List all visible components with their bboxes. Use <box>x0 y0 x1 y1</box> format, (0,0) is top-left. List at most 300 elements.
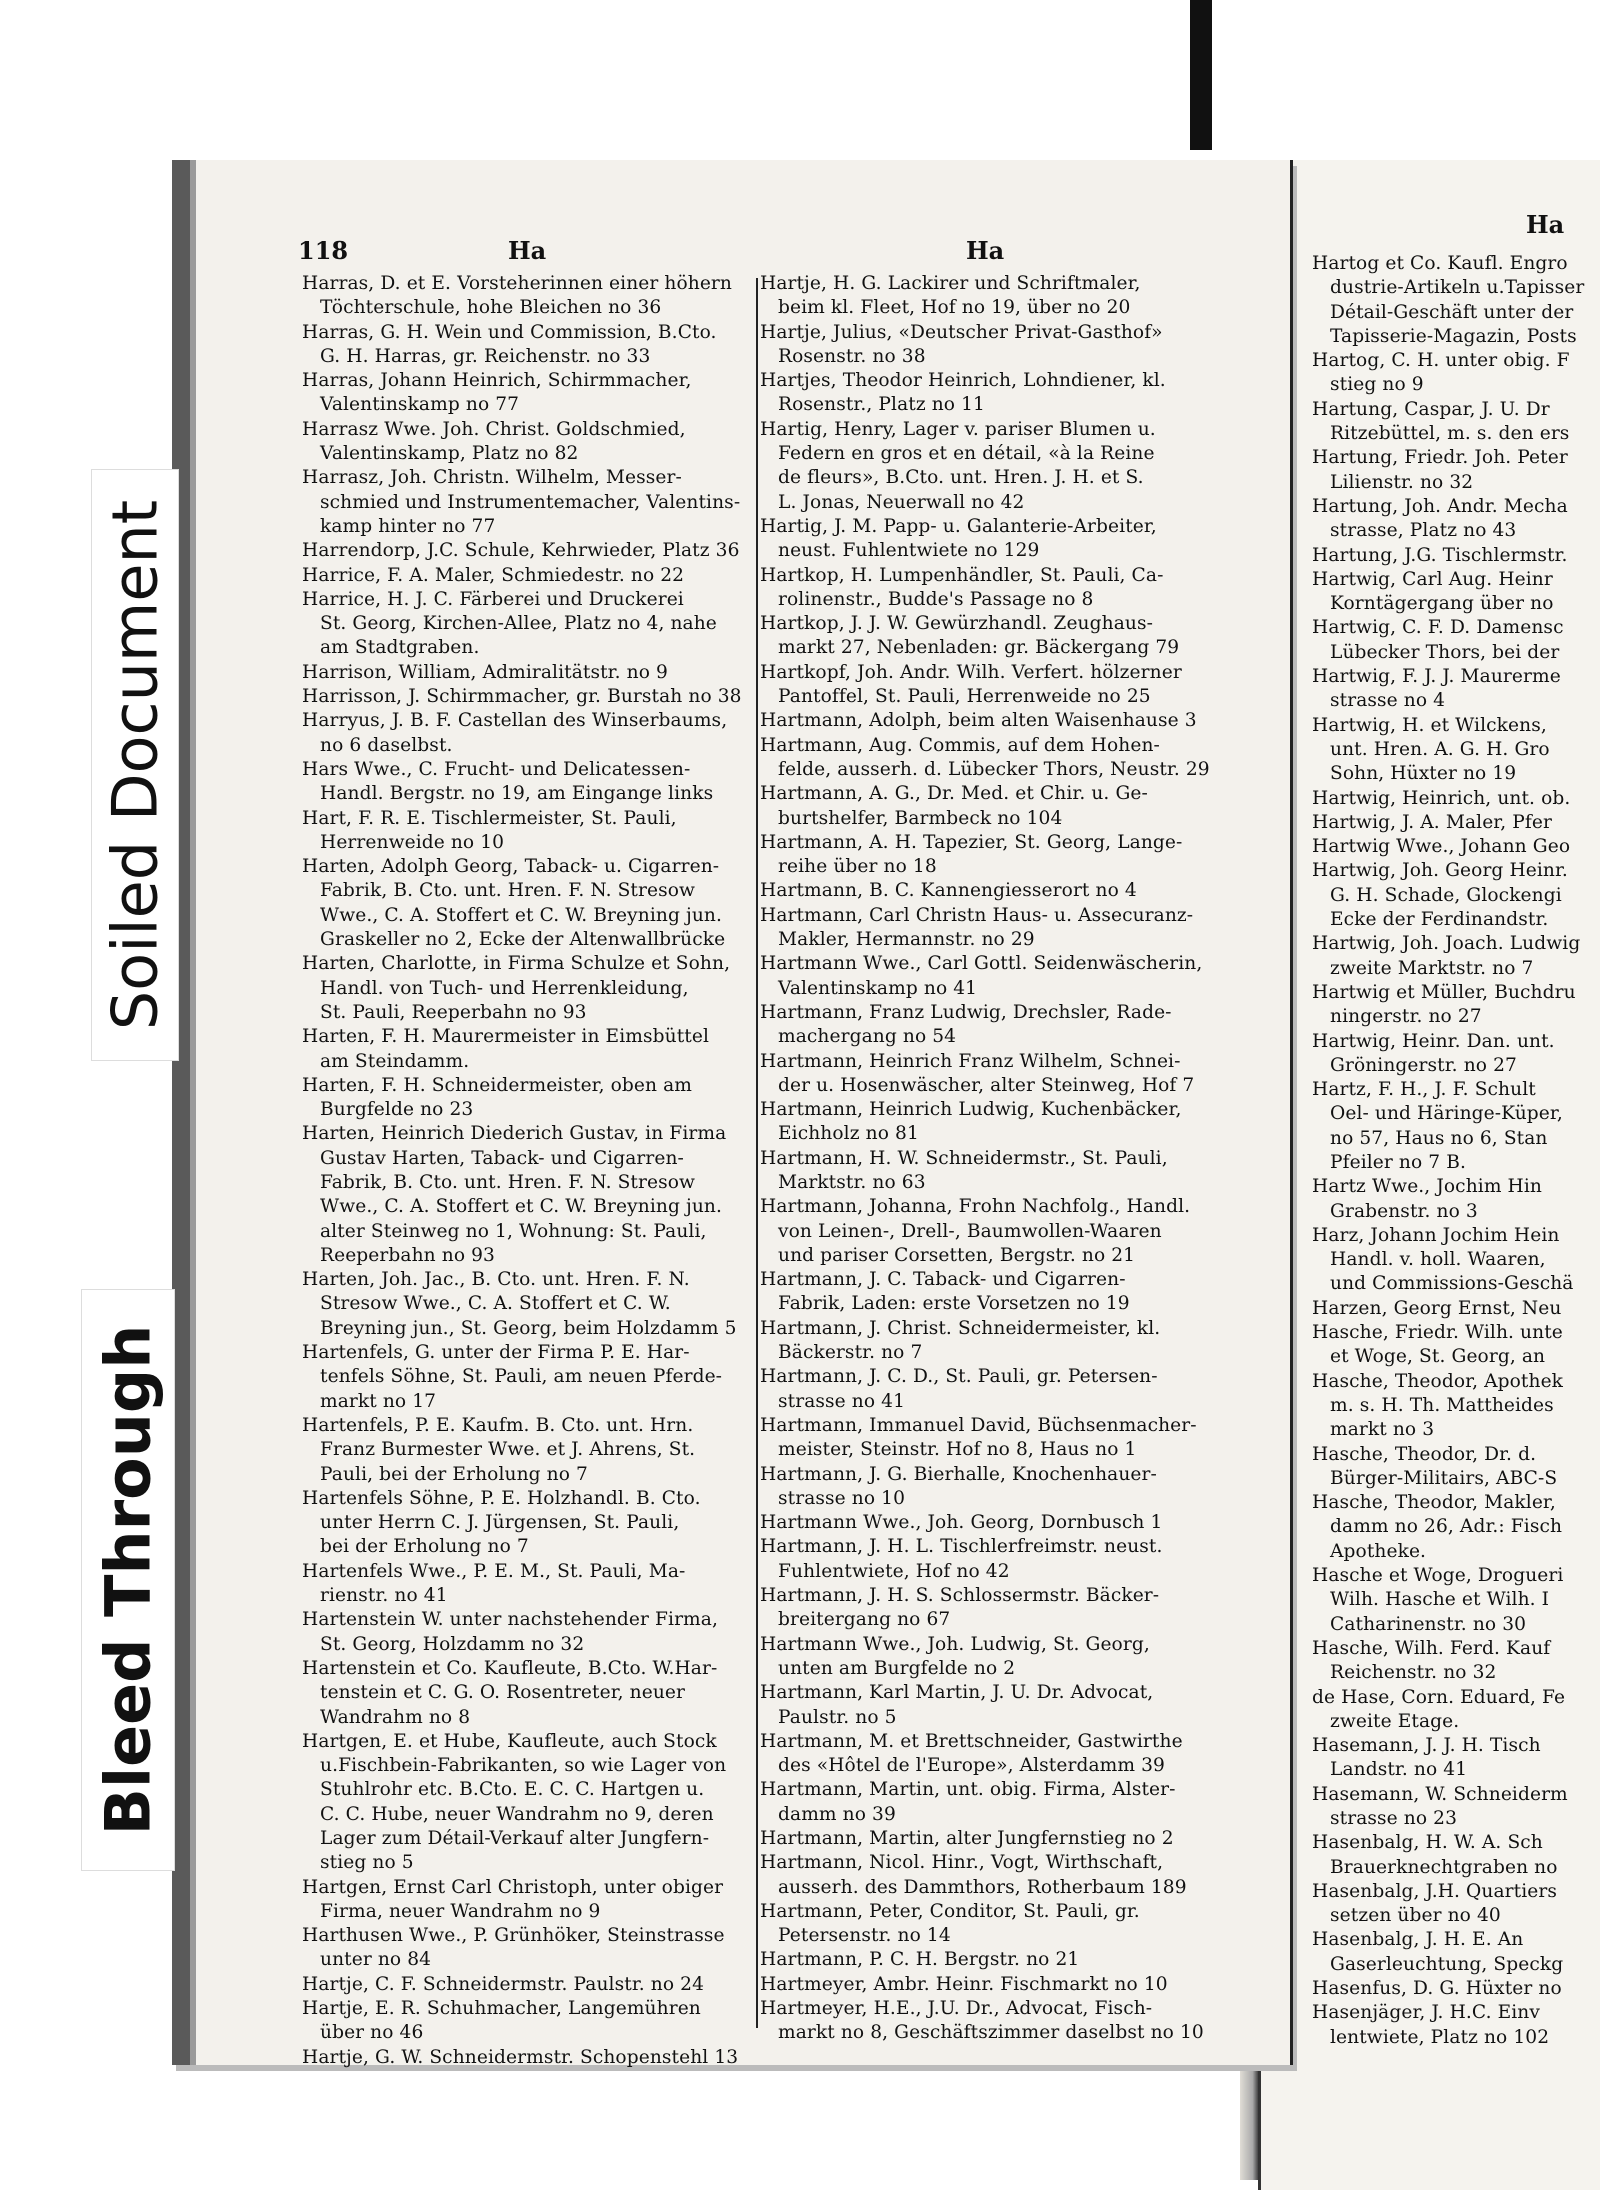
entry-line: Hartmann, Johanna, Frohn Nachfolg., Handl. <box>760 1196 1191 1218</box>
directory-entry <box>1312 835 1600 859</box>
entry-line: Harz, Johann Jochim Hein <box>1312 1224 1560 1246</box>
entry-line: Hasche, Theodor, Makler, <box>1312 1492 1556 1514</box>
entry-line: de fleurs», B.Cto. unt. Hren. J. H. et S. <box>778 467 1144 489</box>
entry-line: Hasenbalg, J. H. E. An <box>1312 1929 1524 1951</box>
entry-line: Burgfelde no 23 <box>320 1099 474 1121</box>
entry-line: Brauerknechtgraben no <box>1330 1856 1558 1878</box>
entry-line: Hartkopf, Joh. Andr. Wilh. Verfert. hölzerner <box>760 661 1182 683</box>
entry-line: Bürger-Militairs, ABC-S <box>1330 1467 1558 1489</box>
directory-column-middle <box>760 272 1218 2046</box>
entry-line: des «Hôtel de l'Europe», Alsterdamm 39 <box>778 1755 1165 1777</box>
entry-line: und pariser Corsetten, Bergstr. no 21 <box>778 1244 1136 1266</box>
entry-line: Hasche, Theodor, Apothek <box>1312 1370 1564 1392</box>
directory-entry <box>302 758 754 807</box>
directory-entry <box>760 734 1218 783</box>
entry-line: strasse no 4 <box>1330 690 1446 712</box>
directory-entry <box>302 709 754 758</box>
entry-line: Fuhlentwiete, Hof no 42 <box>778 1560 1010 1582</box>
entry-line: von Leinen-, Drell-, Baumwollen-Waaren <box>778 1220 1162 1242</box>
entry-line: Hartenfels, P. E. Kaufm. B. Cto. unt. Hrn. <box>302 1414 694 1436</box>
directory-entry <box>760 1001 1218 1050</box>
directory-entry <box>760 369 1218 418</box>
entry-line: Harten, Charlotte, in Firma Schulze et Sohn, <box>302 953 731 975</box>
directory-entry <box>760 1681 1218 1730</box>
directory-entry <box>1312 859 1600 932</box>
entry-line: Harryus, J. B. F. Castellan des Winserbaums, <box>302 710 728 732</box>
entry-line: Hartmann, Heinrich Franz Wilhelm, Schnei- <box>760 1050 1181 1072</box>
entry-line: Korntägergang über no <box>1330 593 1554 615</box>
entry-line: breitergang no 67 <box>778 1609 951 1631</box>
directory-entry <box>1312 398 1600 447</box>
directory-entry <box>1312 714 1600 787</box>
entry-line: Stuhlrohr etc. B.Cto. E. C. C. Hartgen u. <box>320 1779 705 1801</box>
entry-line: Hartmann, J. Christ. Schneidermeister, kl. <box>760 1317 1161 1339</box>
directory-entry <box>1312 495 1600 544</box>
entry-line: Hartwig, J. A. Maler, Pfer <box>1312 811 1552 833</box>
entry-line: Lilienstr. no 32 <box>1330 471 1474 493</box>
entry-line: Eichholz no 81 <box>778 1123 919 1145</box>
entry-line: stieg no 9 <box>1330 374 1424 396</box>
entry-line: Hartwig, Heinrich, unt. ob. <box>1312 787 1571 809</box>
entry-line: Gröningerstr. no 27 <box>1330 1054 1517 1076</box>
entry-line: Hartz, F. H., J. F. Schult <box>1312 1079 1536 1101</box>
entry-line: Hartmann, B. C. Kannengiesserort no 4 <box>760 880 1137 902</box>
entry-line: rolinenstr., Budde's Passage no 8 <box>778 588 1094 610</box>
entry-line: Hartmann, J. H. S. Schlossermstr. Bäcker- <box>760 1585 1160 1607</box>
entry-line: Lübecker Thors, bei der <box>1330 641 1560 663</box>
entry-line: tenfels Söhne, St. Pauli, am neuen Pferde- <box>320 1366 723 1388</box>
entry-line: Hartmann, Martin, unt. obig. Firma, Alster- <box>760 1779 1176 1801</box>
entry-line: Harrison, William, Admiralitätstr. no 9 <box>302 661 668 683</box>
entry-line: neust. Fuhlentwiete no 129 <box>778 540 1040 562</box>
entry-line: Hartje, H. G. Lackirer und Schriftmaler, <box>760 273 1141 294</box>
entry-line: Hartjes, Theodor Heinrich, Lohndiener, kl. <box>760 370 1166 392</box>
directory-entry <box>760 515 1218 564</box>
directory-entry <box>1312 1564 1600 1637</box>
entry-line: am Steindamm. <box>320 1050 470 1072</box>
directory-entry <box>1312 1491 1600 1564</box>
directory-entry <box>302 1730 754 1876</box>
entry-line: Harzen, Georg Ernst, Neu <box>1312 1297 1562 1319</box>
directory-entry <box>1312 1880 1600 1929</box>
directory-entry <box>760 1317 1218 1366</box>
entry-line: Hartung, Joh. Andr. Mecha <box>1312 495 1568 517</box>
entry-line: Hartz Wwe., Jochim Hin <box>1312 1176 1542 1198</box>
directory-entry <box>760 709 1218 733</box>
entry-line: Wwe., C. A. Stoffert et C. W. Breyning jun. <box>320 1196 722 1218</box>
entry-line: G. H. Schade, Glockengi <box>1330 884 1562 906</box>
entry-line: Harten, F. H. Schneidermeister, oben am <box>302 1074 693 1096</box>
entry-line: Hasche, Friedr. Wilh. unte <box>1312 1322 1563 1344</box>
entry-line: Harrasz, Joh. Christn. Wilhelm, Messer- <box>302 467 682 489</box>
right-page-heading: Ha <box>1526 210 1565 239</box>
directory-entry <box>302 1074 754 1123</box>
entry-line: Gustav Harten, Taback- und Cigarren- <box>320 1147 684 1169</box>
entry-line: felde, ausserh. d. Lübecker Thors, Neustr. 29 <box>778 758 1210 780</box>
entry-line: St. Pauli, Reeperbahn no 93 <box>320 1001 587 1023</box>
entry-line: strasse no 10 <box>778 1487 906 1509</box>
entry-line: Landstr. no 41 <box>1330 1759 1468 1781</box>
entry-line: Hartmann, Heinrich Ludwig, Kuchenbäcker, <box>760 1099 1182 1121</box>
entry-line: Hartmann, A. G., Dr. Med. et Chir. u. Ge- <box>760 783 1148 805</box>
directory-entry <box>760 1900 1218 1949</box>
entry-line: Grabenstr. no 3 <box>1330 1200 1478 1222</box>
page-number: 118 <box>298 236 349 265</box>
entry-line: Hasche, Wilh. Ferd. Kauf <box>1312 1637 1551 1659</box>
directory-entry <box>760 1511 1218 1535</box>
entry-line: St. Georg, Kirchen-Allee, Platz no 4, nahe <box>320 613 717 635</box>
entry-line: Fabrik, B. Cto. unt. Hren. F. N. Stresow <box>320 880 696 902</box>
directory-entry <box>302 369 754 418</box>
directory-entry <box>1312 665 1600 714</box>
entry-line: Pantoffel, St. Pauli, Herrenweide no 25 <box>778 686 1151 708</box>
directory-entry <box>760 1973 1218 1997</box>
entry-line: Hartwig et Müller, Buchdru <box>1312 981 1576 1003</box>
directory-entry <box>760 1195 1218 1268</box>
entry-line: Harrasz Wwe. Joh. Christ. Goldschmied, <box>302 418 686 440</box>
directory-entry <box>760 1827 1218 1851</box>
directory-entry <box>760 321 1218 370</box>
entry-line: Hartkop, H. Lumpenhändler, St. Pauli, Ca- <box>760 564 1164 586</box>
entry-line: damm no 26, Adr.: Fisch <box>1330 1516 1563 1538</box>
entry-line: Wilh. Hasche et Wilh. I <box>1330 1589 1550 1611</box>
binding-mark <box>1190 0 1212 150</box>
entry-line: markt no 17 <box>320 1390 437 1412</box>
directory-entry <box>760 1584 1218 1633</box>
directory-entry <box>302 466 754 539</box>
entry-line: Hartig, J. M. Papp- u. Galanterie-Arbeiter, <box>760 515 1157 537</box>
entry-line: Hartje, Julius, «Deutscher Privat-Gasthof» <box>760 321 1163 343</box>
entry-line: über no 46 <box>320 2022 424 2044</box>
entry-line: Rosenstr., Platz no 11 <box>778 394 985 416</box>
directory-entry <box>760 1414 1218 1463</box>
entry-line: Hartwig, C. F. D. Damensc <box>1312 617 1564 639</box>
entry-line: Harten, F. H. Maurermeister in Eimsbüttel <box>302 1026 709 1048</box>
entry-line: C. C. Hube, neuer Wandrahm no 9, deren <box>320 1803 714 1825</box>
entry-line: ningerstr. no 27 <box>1330 1006 1482 1028</box>
entry-line: Fabrik, Laden: erste Vorsetzen no 19 <box>778 1293 1130 1315</box>
entry-line: de Hase, Corn. Eduard, Fe <box>1312 1686 1566 1708</box>
entry-line: Hartmann, Immanuel David, Büchsenmacher- <box>760 1414 1197 1436</box>
entry-line: Hartung, J.G. Tischlermstr. <box>1312 544 1568 566</box>
directory-entry <box>760 1268 1218 1317</box>
entry-line: Hartig, Henry, Lager v. pariser Blumen u. <box>760 418 1156 440</box>
directory-entry <box>302 1997 754 2046</box>
entry-line: Harrisson, J. Schirmmacher, gr. Burstah no 38 <box>302 686 742 708</box>
entry-line: damm no 39 <box>778 1803 896 1825</box>
entry-line: Fabrik, B. Cto. unt. Hren. F. N. Stresow <box>320 1171 696 1193</box>
directory-entry <box>760 564 1218 613</box>
entry-line: Hartwig Wwe., Johann Geo <box>1312 836 1571 858</box>
entry-line: G. H. Harras, gr. Reichenstr. no 33 <box>320 345 651 367</box>
entry-line: Hasenjäger, J. H.C. Einv <box>1312 2002 1540 2024</box>
entry-line: Hars Wwe., C. Frucht- und Delicatessen- <box>302 758 691 780</box>
entry-line: Hartmeyer, Ambr. Heinr. Fischmarkt no 10 <box>760 1973 1168 1995</box>
entry-line: Hartmann Wwe., Joh. Georg, Dornbusch 1 <box>760 1512 1163 1534</box>
entry-line: markt no 3 <box>1330 1419 1435 1441</box>
directory-entry <box>760 272 1218 321</box>
entry-line: Petersenstr. no 14 <box>778 1925 951 1947</box>
entry-line: Stresow Wwe., C. A. Stoffert et C. W. <box>320 1293 671 1315</box>
entry-line: Hartmann Wwe., Carl Gottl. Seidenwäscherin, <box>760 953 1203 975</box>
entry-line: Hartmann, Franz Ludwig, Drechsler, Rade- <box>760 1001 1172 1023</box>
entry-line: Hartmann, H. W. Schneidermstr., St. Pauli, <box>760 1147 1168 1169</box>
directory-entry <box>760 952 1218 1001</box>
entry-line: Détail-Geschäft unter der <box>1330 301 1574 323</box>
entry-line: Hartje, C. F. Schneidermstr. Paulstr. no 24 <box>302 1973 705 1995</box>
left-column-heading: Ha <box>508 236 547 265</box>
entry-line: no 6 daselbst. <box>320 734 453 756</box>
entry-line: Tapisserie-Magazin, Posts <box>1330 325 1577 347</box>
directory-entry <box>302 588 754 661</box>
entry-line: Hartog et Co. Kaufl. Engro <box>1312 253 1568 274</box>
directory-entry <box>302 418 754 467</box>
entry-line: Hartmann, Nicol. Hinr., Vogt, Wirthschaft, <box>760 1852 1164 1874</box>
directory-entry <box>760 612 1218 661</box>
directory-entry <box>1312 1443 1600 1492</box>
entry-line: lentwiete, Platz no 102 <box>1330 2026 1550 2048</box>
directory-entry <box>1312 1637 1600 1686</box>
directory-entry <box>760 1365 1218 1414</box>
entry-line: Hasenbalg, H. W. A. Sch <box>1312 1832 1543 1854</box>
entry-line: strasse no 41 <box>778 1390 906 1412</box>
directory-entry <box>302 272 754 321</box>
entry-line: ausserh. des Dammthors, Rotherbaum 189 <box>778 1876 1187 1898</box>
entry-line: u.Fischbein-Fabrikanten, so wie Lager von <box>320 1755 727 1777</box>
entry-line: stieg no 5 <box>320 1852 414 1874</box>
directory-entry <box>1312 1370 1600 1443</box>
directory-entry <box>1312 568 1600 617</box>
entry-line: Töchterschule, hohe Bleichen no 36 <box>320 297 662 319</box>
entry-line: zweite Etage. <box>1330 1710 1460 1732</box>
entry-line: unt. Hren. A. G. H. Gro <box>1330 738 1550 760</box>
entry-line: Gaserleuchtung, Speckg <box>1330 1953 1564 1975</box>
entry-line: Hartenstein W. unter nachstehender Firma, <box>302 1609 718 1631</box>
entry-line: Hasenbalg, J.H. Quartiers <box>1312 1880 1557 1902</box>
entry-line: unten am Burgfelde no 2 <box>778 1657 1016 1679</box>
directory-entry <box>760 1851 1218 1900</box>
entry-line: Ecke der Ferdinandstr. <box>1330 909 1549 931</box>
directory-entry <box>302 1414 754 1487</box>
directory-entry <box>760 879 1218 903</box>
entry-line: beim kl. Fleet, Hof no 19, über no 20 <box>778 297 1131 319</box>
directory-entry <box>760 1778 1218 1827</box>
entry-line: rienstr. no 41 <box>320 1585 448 1607</box>
directory-entry <box>760 904 1218 953</box>
entry-line: setzen über no 40 <box>1330 1905 1501 1927</box>
entry-line: am Stadtgraben. <box>320 637 480 659</box>
entry-line: Hartmann, P. C. H. Bergstr. no 21 <box>760 1949 1080 1971</box>
entry-line: Hartwig, F. J. J. Maurerme <box>1312 666 1561 688</box>
directory-entry <box>760 661 1218 710</box>
directory-entry <box>1312 252 1600 349</box>
entry-line: Hasche, Theodor, Dr. d. <box>1312 1443 1537 1465</box>
entry-line: Hartog, C. H. unter obig. F <box>1312 350 1570 372</box>
entry-line: Hartenfels Söhne, P. E. Holzhandl. B. Cto. <box>302 1487 701 1509</box>
entry-line: Hartmann, J. C. D., St. Pauli, gr. Petersen- <box>760 1366 1158 1388</box>
entry-line: Federn en gros et en détail, «à la Reine <box>778 443 1155 465</box>
entry-line: Oel- und Häringe-Küper, <box>1330 1103 1563 1125</box>
directory-entry <box>302 1924 754 1973</box>
bleed-through-text: Bleed Through <box>91 1324 165 1836</box>
entry-line: Hartung, Friedr. Joh. Peter <box>1312 447 1568 469</box>
directory-entry <box>302 1341 754 1414</box>
directory-entry <box>1312 1175 1600 1224</box>
entry-line: dustrie-Artikeln u.Tapisser <box>1330 277 1585 299</box>
entry-line: Sohn, Hüxter no 19 <box>1330 763 1517 785</box>
entry-line: Harrice, F. A. Maler, Schmiedestr. no 22 <box>302 564 685 586</box>
entry-line: Pfeiler no 7 B. <box>1330 1151 1466 1173</box>
directory-entry <box>302 952 754 1025</box>
directory-entry <box>760 1948 1218 1972</box>
entry-line: zweite Marktstr. no 7 <box>1330 957 1534 979</box>
directory-entry <box>760 782 1218 831</box>
directory-entry <box>302 321 754 370</box>
entry-line: Ritzebüttel, m. s. den ers <box>1330 423 1570 445</box>
entry-line: Makler, Hermannstr. no 29 <box>778 929 1035 951</box>
entry-line: Hasemann, J. J. H. Tisch <box>1312 1735 1541 1757</box>
entry-line: Hartmann Wwe., Joh. Ludwig, St. Georg, <box>760 1633 1150 1655</box>
entry-line: Hartmann, A. H. Tapezier, St. Georg, Lange- <box>760 831 1183 853</box>
entry-line: Hartkop, J. J. W. Gewürzhandl. Zeughaus- <box>760 613 1153 635</box>
directory-entry <box>1312 1928 1600 1977</box>
directory-entry <box>1312 1078 1600 1175</box>
entry-line: Reichenstr. no 32 <box>1330 1662 1497 1684</box>
entry-line: Wwe., C. A. Stoffert et C. W. Breyning jun. <box>320 904 722 926</box>
entry-line: Hartmann, Martin, alter Jungfernstieg no 2 <box>760 1828 1174 1849</box>
entry-line: Hartmann, Carl Christn Haus- u. Assecuranz- <box>760 904 1194 926</box>
directory-entry <box>760 1147 1218 1196</box>
entry-line: der u. Hosenwäscher, alter Steinweg, Hof 7 <box>778 1074 1195 1096</box>
soiled-document-label <box>92 470 178 1060</box>
entry-line: Marktstr. no 63 <box>778 1171 926 1193</box>
entry-line: meister, Steinstr. Hof no 8, Haus no 1 <box>778 1439 1137 1461</box>
directory-entry <box>302 1487 754 1560</box>
directory-entry <box>1312 1686 1600 1735</box>
entry-line: Hasemann, W. Schneiderm <box>1312 1783 1568 1805</box>
entry-line: Hartmann, J. H. L. Tischlerfreimstr. neust. <box>760 1536 1163 1558</box>
entry-line: Valentinskamp no 77 <box>320 394 520 416</box>
entry-line: unter no 84 <box>320 1949 432 1971</box>
entry-line: Handl. v. holl. Waaren, <box>1330 1249 1546 1271</box>
entry-line: tenstein et C. G. O. Rosentreter, neuer <box>320 1682 686 1704</box>
entry-line: unter Herrn C. J. Jürgensen, St. Pauli, <box>320 1512 680 1534</box>
entry-line: Hartmann, Karl Martin, J. U. Dr. Advocat, <box>760 1682 1154 1704</box>
middle-column-heading: Ha <box>966 236 1005 265</box>
directory-entry <box>1312 981 1600 1030</box>
entry-line: strasse, Platz no 43 <box>1330 520 1517 542</box>
entry-line: Hartwig, Heinr. Dan. unt. <box>1312 1030 1555 1052</box>
entry-line: Hartmeyer, H.E., J.U. Dr., Advocat, Fisch- <box>760 1998 1153 2020</box>
directory-entry <box>760 1098 1218 1147</box>
directory-entry <box>1312 932 1600 981</box>
directory-entry <box>302 1657 754 1730</box>
directory-entry <box>760 1463 1218 1512</box>
entry-line: Valentinskamp, Platz no 82 <box>320 443 579 465</box>
entry-line: Reeperbahn no 93 <box>320 1244 495 1266</box>
entry-line: markt 27, Nebenladen: gr. Bäckergang 79 <box>778 637 1180 659</box>
entry-line: Hartmann, M. et Brettschneider, Gastwirthe <box>760 1730 1183 1752</box>
entry-line: Apotheke. <box>1330 1540 1427 1562</box>
entry-line: markt no 8, Geschäftszimmer daselbst no 10 <box>778 2022 1204 2044</box>
entry-line: no 57, Haus no 6, Stan <box>1330 1127 1548 1149</box>
entry-line: Catharinenstr. no 30 <box>1330 1613 1527 1635</box>
entry-line: Harten, Joh. Jac., B. Cto. unt. Hren. F. N. <box>302 1269 690 1291</box>
entry-line: Harten, Adolph Georg, Taback- u. Cigarren- <box>302 856 720 878</box>
directory-entry <box>1312 2001 1600 2050</box>
entry-line: Hartje, E. R. Schuhmacher, Langemühren <box>302 1998 701 2020</box>
entry-line: Rosenstr. no 38 <box>778 345 926 367</box>
directory-entry <box>1312 1977 1600 2001</box>
entry-line: Hasche et Woge, Drogueri <box>1312 1565 1564 1587</box>
directory-entry <box>1312 787 1600 811</box>
directory-entry <box>1312 1321 1600 1370</box>
directory-entry <box>760 418 1218 515</box>
entry-line: Handl. von Tuch- und Herrenkleidung, <box>320 977 689 999</box>
entry-line: Firma, neuer Wandrahm no 9 <box>320 1900 601 1922</box>
entry-line: m. s. H. Th. Mattheides <box>1330 1394 1554 1416</box>
directory-entry <box>302 1025 754 1074</box>
directory-entry <box>1312 1297 1600 1321</box>
entry-line: Harthusen Wwe., P. Grünhöker, Steinstrasse <box>302 1925 725 1947</box>
entry-line: Harras, G. H. Wein und Commission, B.Cto. <box>302 321 717 343</box>
directory-entry <box>302 1876 754 1925</box>
entry-line: Hartwig, H. et Wilckens, <box>1312 714 1547 736</box>
entry-line: bei der Erholung no 7 <box>320 1536 529 1558</box>
directory-entry <box>302 539 754 563</box>
directory-entry <box>302 1608 754 1657</box>
entry-line: Bäckerstr. no 7 <box>778 1342 923 1364</box>
entry-line: Hartmann, Peter, Conditor, St. Pauli, gr. <box>760 1900 1140 1922</box>
directory-entry <box>302 1122 754 1268</box>
entry-line: alter Steinweg no 1, Wohnung: St. Pauli, <box>320 1220 707 1242</box>
soiled-document-text: Soiled Document <box>98 499 172 1031</box>
entry-line: Hartwig, Carl Aug. Heinr <box>1312 568 1553 590</box>
entry-line: Hartenstein et Co. Kaufleute, B.Cto. W.Har- <box>302 1657 718 1679</box>
entry-line: Lager zum Détail-Verkauf alter Jungfern- <box>320 1828 710 1849</box>
entry-line: schmied und Instrumentemacher, Valentins- <box>320 491 741 513</box>
entry-line: Herrenweide no 10 <box>320 831 505 853</box>
entry-line: Pauli, bei der Erholung no 7 <box>320 1463 588 1485</box>
entry-line: Hartwig, Joh. Joach. Ludwig <box>1312 933 1581 955</box>
directory-entry <box>302 855 754 952</box>
directory-entry <box>1312 446 1600 495</box>
directory-entry <box>302 1268 754 1341</box>
entry-line: reihe über no 18 <box>778 856 937 878</box>
directory-entry <box>760 1050 1218 1099</box>
directory-entry <box>1312 1030 1600 1079</box>
directory-entry <box>1312 1831 1600 1880</box>
entry-line: Hartung, Caspar, J. U. Dr <box>1312 398 1550 420</box>
entry-line: Hartmann, J. G. Bierhalle, Knochenhauer- <box>760 1463 1157 1485</box>
entry-line: Valentinskamp no 41 <box>778 977 978 999</box>
entry-line: Harten, Heinrich Diederich Gustav, in Firma <box>302 1123 727 1145</box>
directory-entry <box>1312 544 1600 568</box>
directory-entry <box>302 1973 754 1997</box>
entry-line: Hasenfus, D. G. Hüxter no <box>1312 1978 1562 2000</box>
directory-column-left <box>302 272 754 2070</box>
entry-line: St. Georg, Holzdamm no 32 <box>320 1633 585 1655</box>
entry-line: kamp hinter no 77 <box>320 515 496 537</box>
entry-line: Harras, D. et E. Vorsteherinnen einer höhern <box>302 273 732 294</box>
entry-line: Hartje, G. W. Schneidermstr. Schopenstehl 13 <box>302 2046 739 2068</box>
entry-line: Hart, F. R. E. Tischlermeister, St. Pauli, <box>302 807 677 829</box>
entry-line: Harrendorp, J.C. Schule, Kehrwieder, Platz 36 <box>302 540 740 562</box>
entry-line: Graskeller no 2, Ecke der Altenwallbrücke <box>320 929 726 951</box>
directory-entry <box>1312 1224 1600 1297</box>
directory-entry <box>302 2046 754 2070</box>
entry-line: Hartmann, Aug. Commis, auf dem Hohen- <box>760 734 1160 756</box>
